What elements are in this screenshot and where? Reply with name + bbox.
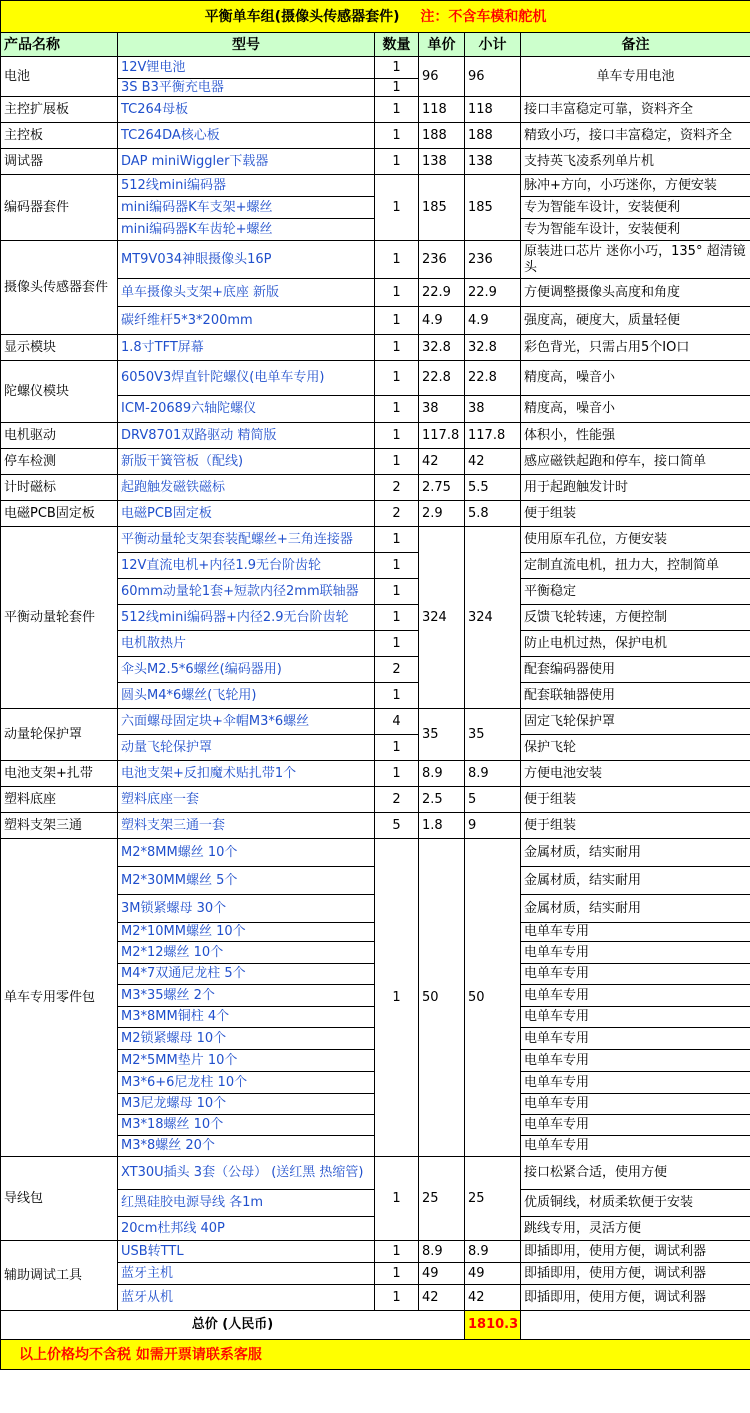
subtotal-cell: 324 — [465, 527, 521, 709]
table-row — [1, 1157, 750, 1190]
remark-cell: 原装进口芯片 迷你小巧，135° 超清镜头 — [521, 241, 750, 279]
qty-cell: 1 — [375, 1263, 419, 1285]
product-name: 计时磁标 — [1, 475, 118, 501]
qty-cell: 1 — [375, 605, 419, 631]
table-row — [1, 813, 750, 839]
remark-cell: 便于组装 — [521, 813, 750, 839]
product-name: 导线包 — [1, 1157, 118, 1241]
remark-cell: 支持英飞凌系列单片机 — [521, 149, 750, 175]
price-cell: 236 — [419, 241, 465, 279]
subtotal-cell: 5 — [465, 787, 521, 813]
subtotal-cell: 42 — [465, 1285, 521, 1311]
header-remark: 备注 — [521, 33, 750, 57]
model-cell: 电磁PCB固定板 — [118, 501, 375, 527]
product-name: 电机驱动 — [1, 423, 118, 449]
price-cell: 32.8 — [419, 335, 465, 361]
qty-cell: 1 — [375, 175, 419, 241]
remark-cell: 配套编码器使用 — [521, 657, 750, 683]
model-cell: M4*7双通尼龙柱 5个 — [118, 964, 375, 985]
remark-cell: 接口松紧合适，使用方便 — [521, 1157, 750, 1190]
model-cell: DRV8701双路驱动 精简版 — [118, 423, 375, 449]
product-name: 显示模块 — [1, 335, 118, 361]
product-name: 平衡动量轮套件 — [1, 527, 118, 709]
product-name: 陀螺仪模块 — [1, 361, 118, 423]
header-subtotal: 小计 — [465, 33, 521, 57]
model-cell: 圆头M4*6螺丝(飞轮用) — [118, 683, 375, 709]
remark-cell: 感应磁铁起跑和停车，接口简单 — [521, 449, 750, 475]
model-cell: M3尼龙螺母 10个 — [118, 1094, 375, 1115]
model-cell: ICM-20689六轴陀螺仪 — [118, 396, 375, 423]
model-cell: M2*30MM螺丝 5个 — [118, 867, 375, 895]
table-row — [1, 839, 750, 867]
product-name: 电磁PCB固定板 — [1, 501, 118, 527]
qty-cell: 1 — [375, 279, 419, 307]
product-name: 编码器套件 — [1, 175, 118, 241]
remark-cell: 反馈飞轮转速，方便控制 — [521, 605, 750, 631]
remark-cell: 接口丰富稳定可靠，资料齐全 — [521, 97, 750, 123]
remark-cell: 电单车专用 — [521, 1136, 750, 1157]
model-cell: 蓝牙主机 — [118, 1263, 375, 1285]
footer-note: 以上价格均不含税 如需开票请联系客服 — [1, 1340, 750, 1370]
remark-cell: 电单车专用 — [521, 1028, 750, 1050]
table-row — [1, 149, 750, 175]
model-cell: 动量飞轮保护罩 — [118, 735, 375, 761]
price-cell: 8.9 — [419, 1241, 465, 1263]
remark-cell: 用于起跑触发计时 — [521, 475, 750, 501]
subtotal-cell: 5.5 — [465, 475, 521, 501]
model-cell: 12V锂电池 — [118, 57, 375, 79]
remark-cell: 精致小巧，接口丰富稳定，资料齐全 — [521, 123, 750, 149]
footer-row — [1, 1340, 750, 1370]
model-cell: USB转TTL — [118, 1241, 375, 1263]
remark-cell: 配套联轴器使用 — [521, 683, 750, 709]
qty-cell: 4 — [375, 709, 419, 735]
qty-cell: 1 — [375, 361, 419, 396]
remark-cell: 精度高，噪音小 — [521, 361, 750, 396]
remark-cell: 金属材质，结实耐用 — [521, 839, 750, 867]
product-name: 塑料支架三通 — [1, 813, 118, 839]
remark-cell: 单车专用电池 — [521, 57, 750, 97]
qty-cell: 1 — [375, 1241, 419, 1263]
model-cell: mini编码器K车齿轮+螺丝 — [118, 219, 375, 241]
price-cell: 117.8 — [419, 423, 465, 449]
remark-cell: 电单车专用 — [521, 923, 750, 942]
remark-cell: 彩色背光，只需占用5个IO口 — [521, 335, 750, 361]
table-row — [1, 761, 750, 787]
price-cell: 42 — [419, 1285, 465, 1311]
title-note: 注：不含车模和舵机 — [420, 8, 547, 25]
model-cell: M2*12螺丝 10个 — [118, 942, 375, 964]
model-cell: 碳纤维杆5*3*200mm — [118, 307, 375, 335]
qty-cell: 1 — [375, 97, 419, 123]
table-row — [1, 57, 750, 79]
table-row — [1, 449, 750, 475]
price-cell: 1.8 — [419, 813, 465, 839]
price-cell: 22.9 — [419, 279, 465, 307]
table-row — [1, 787, 750, 813]
remark-cell: 即插即用，使用方便，调试利器 — [521, 1285, 750, 1311]
remark-cell: 便于组装 — [521, 501, 750, 527]
total-row — [1, 1311, 750, 1340]
model-cell: 单车摄像头支架+底座 新版 — [118, 279, 375, 307]
total-label: 总价 (人民币) — [1, 1311, 465, 1340]
subtotal-cell: 185 — [465, 175, 521, 241]
remark-cell: 电单车专用 — [521, 1094, 750, 1115]
table-row — [1, 175, 750, 197]
model-cell: 塑料底座一套 — [118, 787, 375, 813]
model-cell: 3S B3平衡充电器 — [118, 79, 375, 97]
product-name: 动量轮保护罩 — [1, 709, 118, 761]
qty-cell: 2 — [375, 657, 419, 683]
table-row — [1, 709, 750, 735]
model-cell: 512线mini编码器 — [118, 175, 375, 197]
model-cell: XT30U插头 3套（公母） (送红黑 热缩管) — [118, 1157, 375, 1190]
qty-cell: 1 — [375, 123, 419, 149]
model-cell: TC264母板 — [118, 97, 375, 123]
qty-cell: 1 — [375, 631, 419, 657]
price-cell: 25 — [419, 1157, 465, 1241]
qty-cell: 1 — [375, 79, 419, 97]
table-row — [1, 123, 750, 149]
qty-cell: 1 — [375, 1285, 419, 1311]
model-cell: 伞头M2.5*6螺丝(编码器用) — [118, 657, 375, 683]
remark-cell: 固定飞轮保护罩 — [521, 709, 750, 735]
price-cell: 8.9 — [419, 761, 465, 787]
qty-cell: 1 — [375, 307, 419, 335]
model-cell: 3M锁紧螺母 30个 — [118, 895, 375, 923]
remark-cell: 定制直流电机，扭力大，控制简单 — [521, 553, 750, 579]
subtotal-cell: 25 — [465, 1157, 521, 1241]
subtotal-cell: 9 — [465, 813, 521, 839]
product-name: 调试器 — [1, 149, 118, 175]
table-row — [1, 241, 750, 279]
qty-cell: 1 — [375, 423, 419, 449]
qty-cell: 1 — [375, 527, 419, 553]
title-cell — [1, 1, 750, 33]
price-cell: 50 — [419, 839, 465, 1157]
remark-cell: 使用原车孔位，方便安装 — [521, 527, 750, 553]
model-cell: 电机散热片 — [118, 631, 375, 657]
subtotal-cell: 8.9 — [465, 761, 521, 787]
qty-cell: 1 — [375, 735, 419, 761]
price-cell: 22.8 — [419, 361, 465, 396]
model-cell: 蓝牙从机 — [118, 1285, 375, 1311]
remark-cell: 优质铜线，材质柔软便于安装 — [521, 1190, 750, 1217]
qty-cell: 1 — [375, 335, 419, 361]
product-name: 塑料底座 — [1, 787, 118, 813]
model-cell: M3*18螺丝 10个 — [118, 1115, 375, 1136]
subtotal-cell: 4.9 — [465, 307, 521, 335]
price-cell: 38 — [419, 396, 465, 423]
model-cell: 20cm杜邦线 40P — [118, 1217, 375, 1241]
subtotal-cell: 138 — [465, 149, 521, 175]
model-cell: mini编码器K车支架+螺丝 — [118, 197, 375, 219]
model-cell: 红黑硅胶电源导线 各1m — [118, 1190, 375, 1217]
remark-cell: 强度高，硬度大，质量轻便 — [521, 307, 750, 335]
model-cell: DAP miniWiggler下载器 — [118, 149, 375, 175]
remark-cell: 金属材质，结实耐用 — [521, 867, 750, 895]
table-row — [1, 423, 750, 449]
remark-cell: 即插即用，使用方便，调试利器 — [521, 1263, 750, 1285]
total-empty — [521, 1311, 750, 1340]
price-cell: 2.5 — [419, 787, 465, 813]
qty-cell: 1 — [375, 449, 419, 475]
remark-cell: 体积小，性能强 — [521, 423, 750, 449]
subtotal-cell: 22.9 — [465, 279, 521, 307]
model-cell: M3*8螺丝 20个 — [118, 1136, 375, 1157]
subtotal-cell: 236 — [465, 241, 521, 279]
remark-cell: 方便电池安装 — [521, 761, 750, 787]
subtotal-cell: 117.8 — [465, 423, 521, 449]
subtotal-cell: 5.8 — [465, 501, 521, 527]
remark-cell: 即插即用，使用方便，调试利器 — [521, 1241, 750, 1263]
model-cell: 起跑触发磁铁磁标 — [118, 475, 375, 501]
product-name: 摄像头传感器套件 — [1, 241, 118, 335]
qty-cell: 5 — [375, 813, 419, 839]
model-cell: M3*8MM铜柱 4个 — [118, 1007, 375, 1028]
model-cell: M3*35螺丝 2个 — [118, 985, 375, 1007]
model-cell: 512线mini编码器+内径2.9无台阶齿轮 — [118, 605, 375, 631]
subtotal-cell: 42 — [465, 449, 521, 475]
model-cell: 电池支架+反扣魔术贴扎带1个 — [118, 761, 375, 787]
qty-cell: 1 — [375, 553, 419, 579]
title-row — [1, 1, 750, 33]
price-cell: 49 — [419, 1263, 465, 1285]
remark-cell: 方便调整摄像头高度和角度 — [521, 279, 750, 307]
model-cell: M2*8MM螺丝 10个 — [118, 839, 375, 867]
model-cell: M2*10MM螺丝 10个 — [118, 923, 375, 942]
table-row — [1, 1241, 750, 1263]
price-cell: 96 — [419, 57, 465, 97]
product-name: 停车检测 — [1, 449, 118, 475]
table-row — [1, 97, 750, 123]
remark-cell: 便于组装 — [521, 787, 750, 813]
subtotal-cell: 22.8 — [465, 361, 521, 396]
price-cell: 138 — [419, 149, 465, 175]
qty-cell: 1 — [375, 241, 419, 279]
qty-cell: 2 — [375, 787, 419, 813]
qty-cell: 1 — [375, 761, 419, 787]
price-cell: 35 — [419, 709, 465, 761]
remark-cell: 防止电机过热，保护电机 — [521, 631, 750, 657]
qty-cell: 1 — [375, 579, 419, 605]
model-cell: M2*5MM垫片 10个 — [118, 1050, 375, 1072]
qty-cell: 2 — [375, 475, 419, 501]
price-cell: 2.9 — [419, 501, 465, 527]
qty-cell: 1 — [375, 149, 419, 175]
qty-cell: 1 — [375, 1157, 419, 1241]
remark-cell: 平衡稳定 — [521, 579, 750, 605]
remark-cell: 精度高，噪音小 — [521, 396, 750, 423]
qty-cell: 1 — [375, 683, 419, 709]
qty-cell: 1 — [375, 839, 419, 1157]
table-row — [1, 501, 750, 527]
remark-cell: 专为智能车设计，安装便利 — [521, 219, 750, 241]
total-value: 1810.3 — [465, 1311, 521, 1340]
model-cell: 六面螺母固定块+伞帽M3*6螺丝 — [118, 709, 375, 735]
model-cell: 新版干簧管板（配线) — [118, 449, 375, 475]
model-cell: 6050V3焊直针陀螺仪(电单车专用) — [118, 361, 375, 396]
table-row — [1, 527, 750, 553]
model-cell: 平衡动量轮支架套装配螺丝+三角连接器 — [118, 527, 375, 553]
qty-cell: 2 — [375, 501, 419, 527]
remark-cell: 电单车专用 — [521, 1072, 750, 1094]
subtotal-cell: 188 — [465, 123, 521, 149]
price-cell: 118 — [419, 97, 465, 123]
remark-cell: 电单车专用 — [521, 985, 750, 1007]
model-cell: 60mm动量轮1套+短款内径2mm联轴器 — [118, 579, 375, 605]
price-cell: 4.9 — [419, 307, 465, 335]
subtotal-cell: 50 — [465, 839, 521, 1157]
remark-cell: 电单车专用 — [521, 964, 750, 985]
remark-cell: 跳线专用，灵活方便 — [521, 1217, 750, 1241]
remark-cell: 电单车专用 — [521, 1050, 750, 1072]
remark-cell: 电单车专用 — [521, 1007, 750, 1028]
model-cell: 塑料支架三通一套 — [118, 813, 375, 839]
price-cell: 188 — [419, 123, 465, 149]
model-cell: 1.8寸TFT屏幕 — [118, 335, 375, 361]
model-cell: M3*6+6尼龙柱 10个 — [118, 1072, 375, 1094]
header-model: 型号 — [118, 33, 375, 57]
product-name: 辅助调试工具 — [1, 1241, 118, 1311]
subtotal-cell: 38 — [465, 396, 521, 423]
price-cell: 42 — [419, 449, 465, 475]
model-cell: 12V直流电机+内径1.9无台阶齿轮 — [118, 553, 375, 579]
price-cell: 324 — [419, 527, 465, 709]
subtotal-cell: 35 — [465, 709, 521, 761]
price-cell: 2.75 — [419, 475, 465, 501]
remark-cell: 专为智能车设计，安装便利 — [521, 197, 750, 219]
subtotal-cell: 32.8 — [465, 335, 521, 361]
header-row — [1, 33, 750, 57]
qty-cell: 1 — [375, 57, 419, 79]
table-title: 平衡单车组(摄像头传感器套件) — [204, 8, 400, 25]
subtotal-cell: 118 — [465, 97, 521, 123]
model-cell: MT9V034神眼摄像头16P — [118, 241, 375, 279]
product-name: 主控扩展板 — [1, 97, 118, 123]
product-name: 主控板 — [1, 123, 118, 149]
table-row — [1, 361, 750, 396]
remark-cell: 金属材质，结实耐用 — [521, 895, 750, 923]
product-name: 单车专用零件包 — [1, 839, 118, 1157]
qty-cell: 1 — [375, 396, 419, 423]
product-name: 电池 — [1, 57, 118, 97]
header-name: 产品名称 — [1, 33, 118, 57]
remark-cell: 脉冲+方向，小巧迷你，方便安装 — [521, 175, 750, 197]
subtotal-cell: 49 — [465, 1263, 521, 1285]
remark-cell: 保护飞轮 — [521, 735, 750, 761]
subtotal-cell: 8.9 — [465, 1241, 521, 1263]
price-cell: 185 — [419, 175, 465, 241]
model-cell: TC264DA核心板 — [118, 123, 375, 149]
table-row — [1, 335, 750, 361]
model-cell: M2锁紧螺母 10个 — [118, 1028, 375, 1050]
remark-cell: 电单车专用 — [521, 942, 750, 964]
table-row — [1, 475, 750, 501]
remark-cell: 电单车专用 — [521, 1115, 750, 1136]
header-price: 单价 — [419, 33, 465, 57]
header-qty: 数量 — [375, 33, 419, 57]
subtotal-cell: 96 — [465, 57, 521, 97]
product-name: 电池支架+扎带 — [1, 761, 118, 787]
